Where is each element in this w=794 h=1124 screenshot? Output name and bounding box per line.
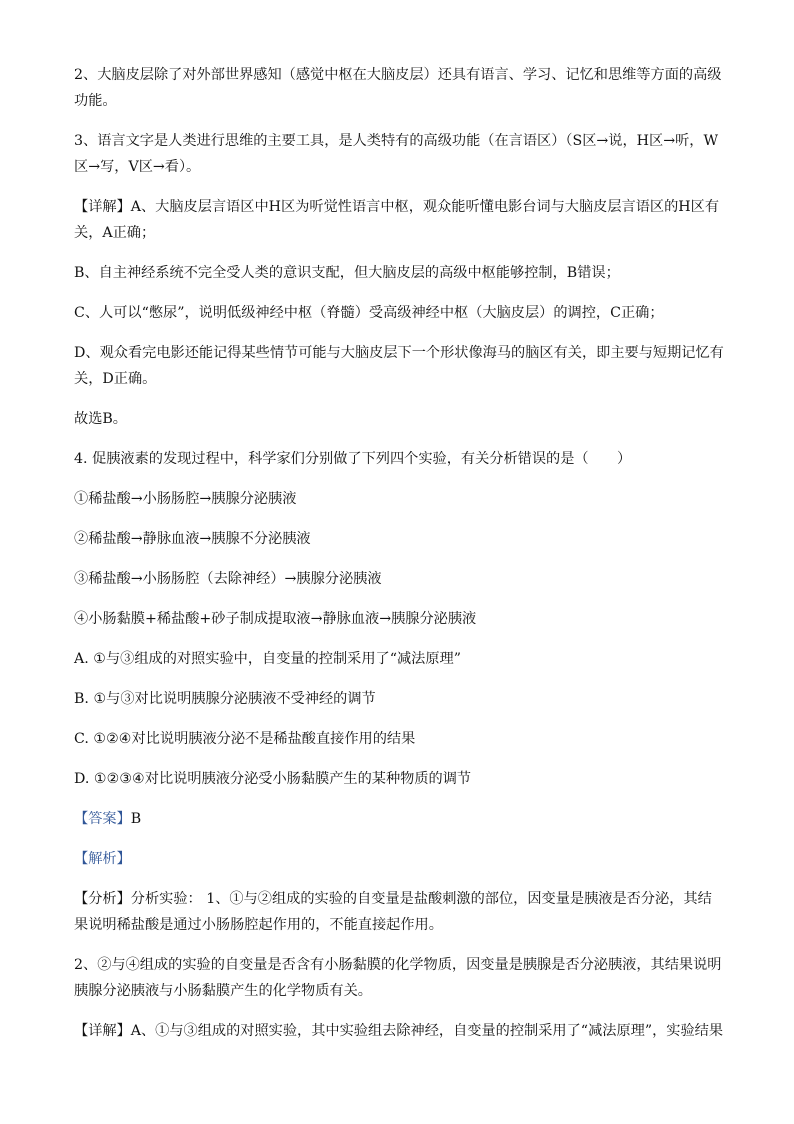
paragraph-p4: B、自主神经系统不完全受人类的意识支配，但大脑皮层的高级中枢能够控制，B错误；	[74, 265, 620, 281]
analysis-heading	[74, 846, 724, 872]
option-d: D. ①②③④对比说明胰液分泌受小肠黏膜产生的某种物质的调节	[74, 771, 472, 787]
document-page	[74, 62, 724, 1058]
answer-line	[74, 806, 724, 832]
option-c: C. ①②④对比说明胰液分泌不是稀盐酸直接作用的结果	[74, 731, 416, 747]
answer-label: 【答案】	[74, 811, 131, 827]
paragraph-p1: 2、大脑皮层除了对外部世界感知（感觉中枢在大脑皮层）还具有语言、学习、记忆和思维等方面的高级功能。	[74, 67, 722, 109]
detail-paragraph: 【详解】A、①与③组成的对照实验，其中实验组去除神经，自变量的控制采用了“减法原理”，实验结果	[74, 1023, 724, 1039]
paragraph-p5: C、人可以“憋尿”，说明低级神经中枢（脊髓）受高级神经中枢（大脑皮层）的调控，C正确；	[74, 305, 664, 321]
paragraph-p3: 【详解】A、大脑皮层言语区中H区为听觉性语言中枢，观众能听懂电影台词与大脑皮层言语区的H区有关，A正确；	[74, 199, 720, 241]
answer-value: B	[130, 811, 142, 827]
option-a: A. ①与③组成的对照实验中，自变量的控制采用了“减法原理”	[74, 651, 461, 667]
experiment-2: ②稀盐酸→静脉血液→胰腺不分泌胰液	[74, 531, 311, 547]
experiment-4: ④小肠黏膜+稀盐酸+砂子制成提取液→静脉血液→胰腺分泌胰液	[74, 611, 477, 627]
option-b: B. ①与③对比说明胰腺分泌胰液不受神经的调节	[74, 691, 376, 707]
paragraph-p6: D、观众看完电影还能记得某些情节可能与大脑皮层下一个形状像海马的脑区有关，即主要与短期记忆有关，D正确。	[74, 345, 724, 387]
paragraph-p7: 故选B。	[74, 411, 127, 427]
experiment-3: ③稀盐酸→小肠肠腔（去除神经）→胰腺分泌胰液	[74, 571, 382, 587]
question-stem: 4. 促胰液素的发现过程中，科学家们分别做了下列四个实验，有关分析错误的是（ ）	[74, 451, 632, 467]
analysis-label: 【解析】	[74, 851, 131, 867]
experiment-1: ①稀盐酸→小肠肠腔→胰腺分泌胰液	[74, 491, 297, 507]
analysis-paragraph-2: 2、②与④组成的实验的自变量是否含有小肠黏膜的化学物质，因变量是胰腺是否分泌胰液，其结果说明胰腺分泌胰液与小肠黏膜产生的化学物质有关。	[74, 957, 722, 999]
analysis-paragraph-1: 【分析】分析实验： 1、①与②组成的实验的自变量是盐酸刺激的部位，因变量是胰液是否分泌，其结果说明稀盐酸是通过小肠肠腔起作用的，不能直接起作用。	[74, 891, 712, 933]
paragraph-p2: 3、语言文字是人类进行思维的主要工具，是人类特有的高级功能（在言语区）（S区→说，H区→听，W区→写，V区→看）。	[74, 133, 719, 175]
